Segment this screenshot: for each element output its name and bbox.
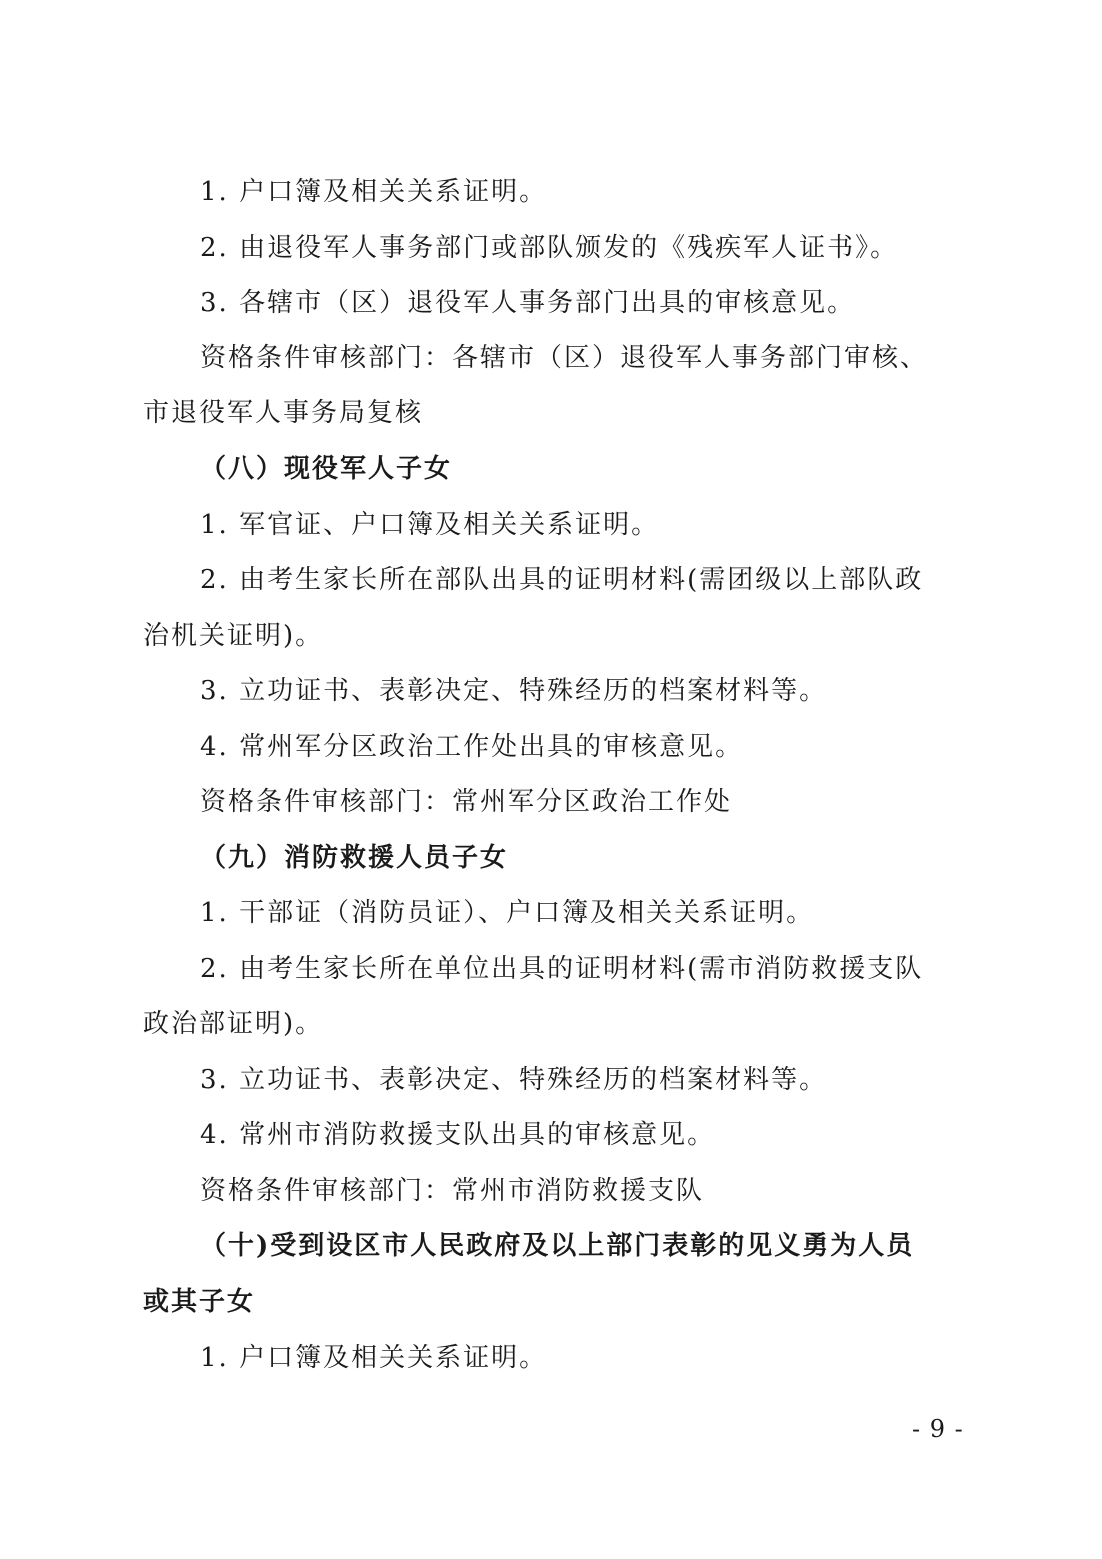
text-line: 3. 立功证书、表彰决定、特殊经历的档案材料等。 [200,676,828,706]
text-line: 资格条件审核部门：常州军分区政治工作处 [200,787,733,817]
page-number: - 9 - [912,1415,964,1443]
text-line: 2. 由考生家长所在单位出具的证明材料(需市消防救援支队 [200,954,924,984]
text-line: 1. 户口簿及相关关系证明。 [200,1343,548,1373]
text-line: 1. 户口簿及相关关系证明。 [200,177,548,207]
section-heading-continued: 或其子女 [143,1287,256,1317]
text-line: 政治部证明)。 [143,1009,324,1039]
text-line: 资格条件审核部门：常州市消防救援支队 [200,1176,705,1206]
section-heading: （八）现役军人子女 [200,454,453,484]
text-line: 2. 由考生家长所在部队出具的证明材料(需团级以上部队政 [200,565,924,595]
text-line: 市退役军人事务局复核 [143,398,424,428]
text-line: 1. 干部证（消防员证）、户口簿及相关关系证明。 [200,898,815,928]
section-heading: （九）消防救援人员子女 [200,843,509,873]
section-heading: （十)受到设区市人民政府及以上部门表彰的见义勇为人员 [200,1231,915,1261]
text-line: 3. 立功证书、表彰决定、特殊经历的档案材料等。 [200,1065,828,1095]
text-line: 治机关证明)。 [143,621,324,651]
text-line: 3. 各辖市（区）退役军人事务部门出具的审核意见。 [200,288,856,318]
text-line: 4. 常州市消防救援支队出具的审核意见。 [200,1120,716,1150]
text-line: 1. 军官证、户口簿及相关关系证明。 [200,510,660,540]
text-line: 2. 由退役军人事务部门或部队颁发的《残疾军人证书》。 [200,233,899,263]
text-line: 4. 常州军分区政治工作处出具的审核意见。 [200,732,744,762]
text-line: 资格条件审核部门：各辖市（区）退役军人事务部门审核、 [200,343,929,373]
